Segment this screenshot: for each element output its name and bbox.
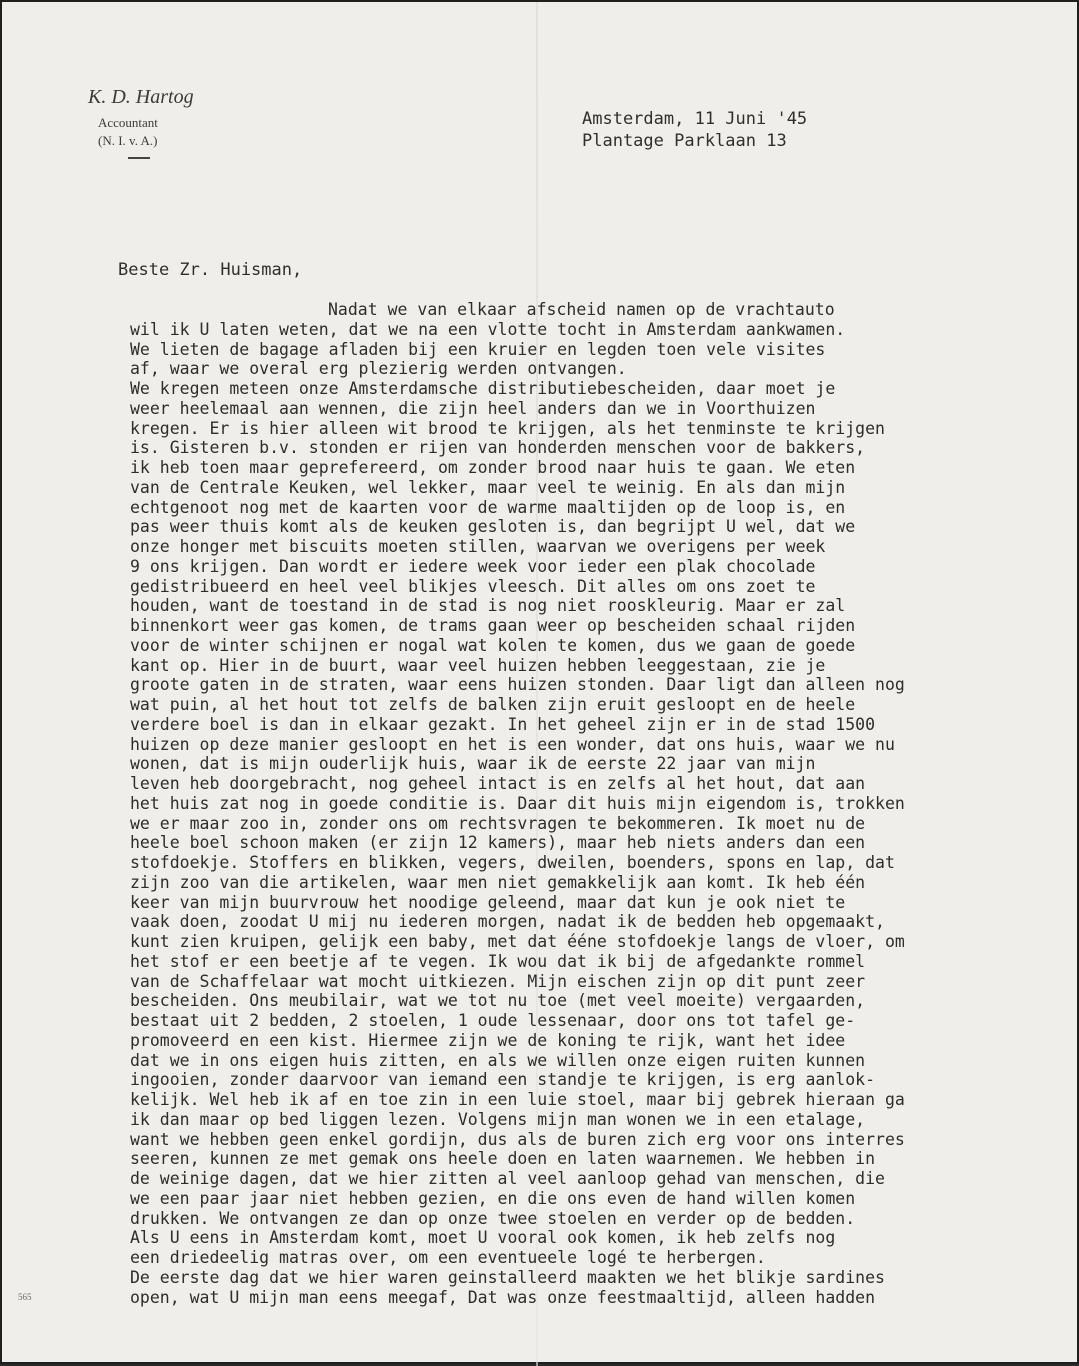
letter-line: verdere boel is dan in elkaar gezakt. In het geheel zijn er in de stad 1500 xyxy=(130,714,876,734)
letterhead-org: (N. I. v. A.) xyxy=(98,133,158,148)
letter-line: kunt zien kruipen, gelijk een baby, met dat ééne stofdoekje langs de vloer, om xyxy=(130,932,905,951)
letter-line: we er maar zoo in, zonder ons om rechtsvragen te bekommeren. Ik moet nu de xyxy=(130,813,866,833)
letter-line: heele boel schoon maken (er zijn 12 kamers), maar heb niets anders dan een xyxy=(130,833,866,853)
letter-line: Als U eens in Amsterdam komt, moet U vooral ook komen, ik heb zelfs nog xyxy=(130,1228,836,1248)
letter-line: de weinige dagen, dat we hier zitten al veel aanloop gehad van menschen, die xyxy=(130,1169,885,1188)
letter-line: groote gaten in de straten, waar eens huizen stonden. Daar ligt dan alleen nog xyxy=(130,675,905,695)
letter-line: van de Centrale Keuken, wel lekker, maar veel te weinig. En als dan mijn xyxy=(130,477,846,497)
letter-line: het stof er een beetje af te vegen. Ik wou dat ik bij de afgedankte rommel xyxy=(130,951,866,971)
letter-line: leven heb doorgebracht, nog geheel intact is en zelfs al het hout, dat aan xyxy=(130,774,866,793)
letter-line: huizen op deze manier gesloopt en het is een wonder, dat ons huis, waar we nu xyxy=(130,734,895,754)
letter-line: ik dan maar op bed liggen lezen. Volgens mijn man wonen we in een etalage, xyxy=(130,1109,866,1129)
letter-line: kregen. Er is hier alleen wit brood te krijgen, als het tenminste te krijgen xyxy=(130,418,885,438)
letter-line: De eerste dag dat we hier waren geinstalleerd maakten we het blikje sardines xyxy=(130,1267,885,1287)
salutation: Beste Zr. Huisman, xyxy=(118,260,303,280)
letter-line: kelijk. Wel heb ik af en toe zin in een luie stoel, maar bij gebrek hieraan ga xyxy=(130,1090,905,1109)
letter-line: We lieten de bagage afladen bij een kruier en legden toen vele visites xyxy=(130,339,826,359)
letter-line: dat we in ons eigen huis zitten, en als we willen onze eigen ruiten kunnen xyxy=(130,1050,866,1070)
archive-number: 565 xyxy=(18,1292,32,1302)
letter-line: want we hebben geen enkel gordijn, dus als de buren zich erg voor ons interres xyxy=(130,1129,905,1149)
letter-body xyxy=(130,300,1075,1307)
letter-line: stofdoekje. Stoffers en blikken, vegers, dweilen, boenders, spons en lap, dat xyxy=(130,853,895,872)
letter-line: drukken. We ontvangen ze dan op onze twee stoelen en verder op de bedden. xyxy=(130,1208,856,1228)
street-line: Plantage Parklaan 13 xyxy=(582,131,787,151)
letter-line: houden, want de toestand in de stad is nog niet rooskleurig. Maar er zal xyxy=(130,596,846,616)
letter-line: open, wat U mijn man eens meegaf, Dat was onze feestmaaltijd, alleen hadden xyxy=(130,1287,876,1307)
letter-line: het huis zat nog in goede conditie is. Daar dit huis mijn eigendom is, trokken xyxy=(130,793,905,813)
letter-line: wil ik U laten weten, dat we na een vlotte tocht in Amsterdam aankwamen. xyxy=(130,319,846,339)
letter-line: promoveerd en een kist. Hiermee zijn we de koning te rijk, want het idee xyxy=(130,1030,846,1050)
letter-line: kant op. Hier in de buurt, waar veel huizen hebben leeggestaan, zie je xyxy=(130,655,826,675)
letter-line: onze honger met biscuits moeten stillen, waarvan we overigens per week xyxy=(130,537,826,556)
letter-line: is. Gisteren b.v. stonden er rijen van honderden menschen voor de bakkers, xyxy=(130,438,866,458)
letter-line: binnenkort weer gas komen, de trams gaan weer op bescheiden schaal rijden xyxy=(130,616,856,635)
letter-line: ingooien, zonder daarvoor van iemand een standje te krijgen, is erg aanlok- xyxy=(130,1070,876,1090)
letterhead-name: K. D. Hartog xyxy=(88,86,194,108)
letter-line: voor de winter schijnen er nogal wat kolen te komen, dus we gaan de goede xyxy=(130,635,856,655)
letter-line: zijn zoo van die artikelen, waar men niet gemakkelijk aan komt. Ik heb één xyxy=(130,872,866,892)
letter-line: bescheiden. Ons meubilair, wat we tot nu toe (met veel moeite) vergaarden, xyxy=(130,991,866,1011)
date-address xyxy=(582,108,807,152)
letter-line: We kregen meteen onze Amsterdamsche distributiebescheiden, daar moet je xyxy=(130,379,836,398)
date-line: Amsterdam, 11 Juni '45 xyxy=(582,109,808,129)
letter-line: wonen, dat is mijn ouderlijk huis, waar ik de eerste 22 jaar van mijn xyxy=(130,754,816,774)
letter-line: vaak doen, zoodat U mij nu iederen morgen, nadat ik de bedden heb opgemaakt, xyxy=(130,912,885,932)
letter-line: we een paar jaar niet hebben gezien, en die ons even de hand willen komen xyxy=(130,1188,856,1208)
letter-line: ik heb toen maar geprefereerd, om zonder brood naar huis te gaan. We eten xyxy=(130,458,856,477)
letter-line: van de Schaffelaar wat mocht uitkiezen. Mijn eischen zijn op dit punt zeer xyxy=(130,971,866,991)
letter-line: af, waar we overal erg plezierig werden ontvangen. xyxy=(130,359,627,379)
letter-line: een driedeelig matras over, om een eventueele logé te herbergen. xyxy=(130,1248,766,1267)
letterhead xyxy=(84,86,214,159)
letter-line: pas weer thuis komt als de keuken gesloten is, dan begrijpt U wel, dat we xyxy=(130,517,856,537)
letter-line: bestaat uit 2 bedden, 2 stoelen, 1 oude lessenaar, door ons tot tafel ge- xyxy=(130,1011,856,1030)
letter-line: gedistribueerd en heel veel blikjes vleesch. Dit alles om ons zoet te xyxy=(130,576,816,596)
letterhead-title: Accountant xyxy=(98,115,158,130)
letter-line: weer heelemaal aan wennen, die zijn heel anders dan we in Voorthuizen xyxy=(130,398,816,418)
letter-line: 9 ons krijgen. Dan wordt er iedere week voor ieder een plak chocolade xyxy=(130,556,816,576)
letterhead-rule xyxy=(128,157,150,159)
letter-line: Nadat we van elkaar afscheid namen op de vrachtauto xyxy=(328,300,835,319)
letter-line: seeren, kunnen ze met gemak ons heele doen en laten waarnemen. We hebben in xyxy=(130,1149,876,1169)
letter-line: wat puin, al het hout tot zelfs de balken zijn eruit gesloopt en de heele xyxy=(130,695,856,714)
letter-line: keer van mijn buurvrouw het noodige geleend, maar dat kun je ook niet te xyxy=(130,892,846,912)
letter-line: echtgenoot nog met de kaarten voor de warme maaltijden op de loop is, en xyxy=(130,497,846,517)
